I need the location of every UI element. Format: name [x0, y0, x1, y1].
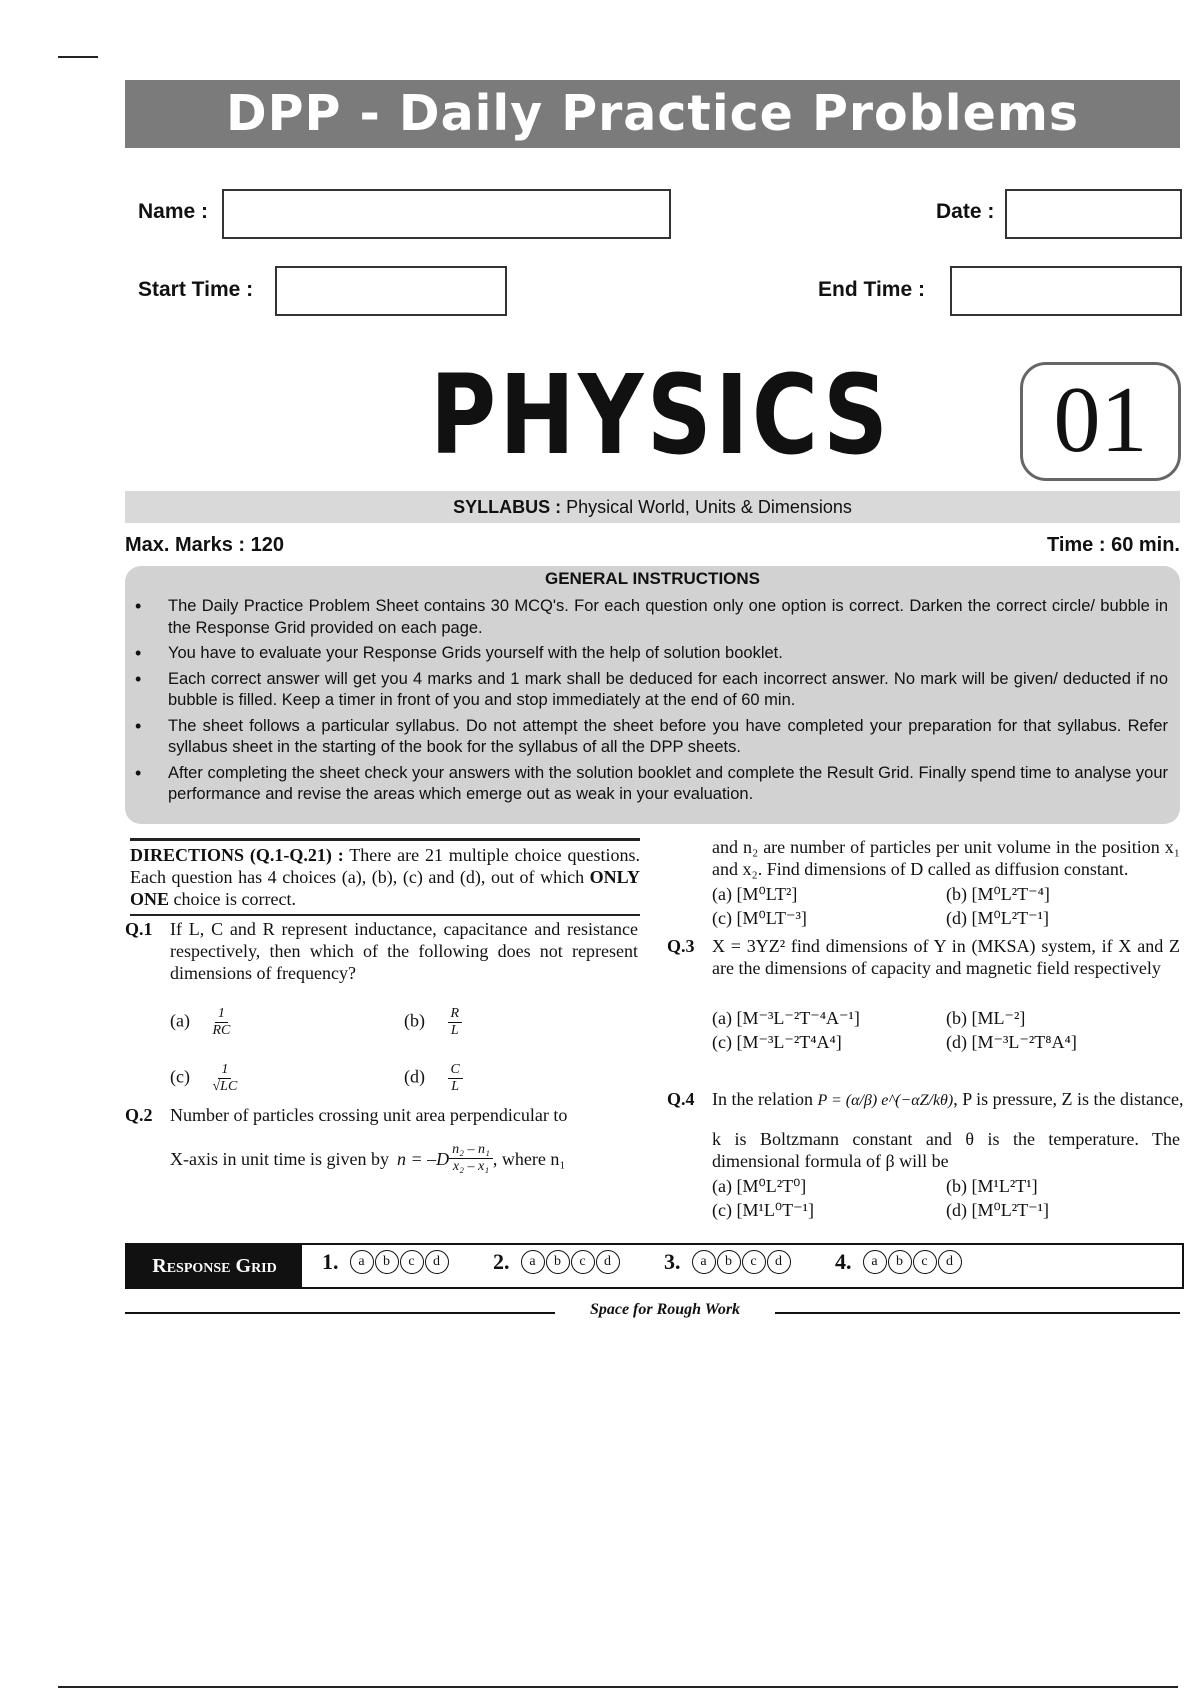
answer-bubble-b[interactable]: b — [375, 1250, 399, 1274]
q4-text-post: , P is pressure, Z is the distance, — [953, 1089, 1184, 1109]
q3-option-a: (a) [M⁻³L⁻²T⁻⁴A⁻¹] — [712, 1008, 860, 1028]
rough-work-divider — [125, 1300, 1180, 1324]
q3-option-c: (c) [M⁻³L⁻²T⁴A⁴] — [712, 1032, 842, 1052]
q2-formula-pre: n = –D — [396, 1148, 450, 1169]
response-grid — [125, 1243, 1184, 1289]
answer-bubble-b[interactable]: b — [717, 1250, 741, 1274]
denominator: L — [451, 1079, 460, 1094]
syllabus-bar — [125, 491, 1180, 523]
page-banner: DPP - Daily Practice Problems — [125, 80, 1180, 148]
option-label: (b) — [404, 1010, 425, 1031]
q2-option-a: (a) [M⁰LT²] — [712, 884, 798, 904]
date-field[interactable] — [1005, 189, 1182, 239]
numerator: R — [448, 1006, 463, 1023]
response-row-1 — [322, 1249, 449, 1275]
q1-number: Q.1 — [125, 919, 153, 939]
max-marks: Max. Marks : 120 — [125, 534, 284, 556]
numerator: 1 — [218, 1062, 231, 1079]
divider-line-left — [125, 1312, 555, 1314]
time-limit: Time : 60 min. — [1046, 534, 1180, 556]
response-row-3 — [664, 1249, 791, 1275]
response-row-2 — [493, 1249, 620, 1275]
q2-formula-line — [170, 1142, 566, 1175]
bottom-rule — [58, 1686, 1178, 1688]
option-label: (d) — [404, 1066, 425, 1087]
answer-bubble-d[interactable]: d — [938, 1250, 962, 1274]
answer-bubble-a[interactable]: a — [692, 1250, 716, 1274]
instruction-item: • After completing the sheet check your answers with the solution booklet and complete the Result Grid. Finally spend time to analyse your performance and revise the areas which emerge out as weak in your evaluation. — [168, 763, 1168, 806]
response-number: 1. — [322, 1249, 339, 1274]
sheet-number: 01 — [1020, 362, 1181, 481]
option-label: (c) — [170, 1066, 190, 1087]
q2-option-b: (b) [M⁰L²T⁻⁴] — [946, 884, 1050, 904]
numerator: n₂ – n₁ — [449, 1142, 493, 1159]
answer-bubble-c[interactable]: c — [742, 1250, 766, 1274]
q4-text-pre: In the relation — [712, 1089, 813, 1109]
answer-bubble-b[interactable]: b — [888, 1250, 912, 1274]
syllabus-label: SYLLABUS : — [453, 497, 562, 517]
rough-work-label: Space for Rough Work — [589, 1301, 741, 1318]
numerator: 1 — [215, 1006, 228, 1023]
directions-lead: DIRECTIONS (Q.1-Q.21) : — [130, 845, 344, 865]
q4-option-c: (c) [M¹L⁰T⁻¹] — [712, 1200, 814, 1220]
instruction-item: • Each correct answer will get you 4 marks and 1 mark shall be deduced for each incorrect answer. No mark will be given/ deducted if no bubble is filled. Keep a timer in front of you and stop immediately at the end of 60 min. — [168, 669, 1168, 712]
end-time-field[interactable] — [950, 266, 1182, 316]
q1-option-d — [404, 1062, 463, 1095]
answer-bubble-a[interactable]: a — [521, 1250, 545, 1274]
q1-option-b — [404, 1006, 462, 1039]
q2-option-d: (d) [M⁰L²T⁻¹] — [946, 908, 1049, 928]
fraction — [212, 1006, 230, 1039]
directions-text: There are 21 multiple choice questions. Each question has 4 choices (a), (b), (c) and (d), out of which — [130, 845, 640, 887]
response-number: 4. — [835, 1249, 852, 1274]
start-time-label: Start Time : — [138, 278, 254, 301]
answer-bubble-d[interactable]: d — [425, 1250, 449, 1274]
q2-text: Number of particles crossing unit area perpendicular to — [170, 1105, 568, 1125]
answer-bubble-c[interactable]: c — [571, 1250, 595, 1274]
q3-number: Q.3 — [667, 936, 695, 956]
instruction-item: • The Daily Practice Problem Sheet contains 30 MCQ's. For each question only one option is correct. Darken the correct circle/ bubble in the Response Grid provided on each page. — [168, 596, 1168, 639]
fraction — [212, 1062, 237, 1095]
subject-title: PHYSICS — [430, 351, 892, 479]
start-time-field[interactable] — [275, 266, 507, 316]
q3-text: X = 3YZ² find dimensions of Y in (MKSA) system, if X and Z are the dimensions of capacity and magnetic field respectively — [712, 936, 1180, 978]
q4-number: Q.4 — [667, 1089, 695, 1109]
end-time-label: End Time : — [818, 278, 925, 301]
syllabus-text: Physical World, Units & Dimensions — [566, 497, 852, 517]
q2-number: Q.2 — [125, 1105, 153, 1125]
directions-text-end: choice is correct. — [173, 889, 296, 909]
instruction-item: • You have to evaluate your Response Grids yourself with the help of solution booklet. — [168, 643, 1168, 665]
q1-text: If L, C and R represent inductance, capacitance and resistance respectively, then which of the following does not represent dimensions of frequency? — [170, 919, 638, 983]
q2-where: , where n₁ — [492, 1148, 566, 1169]
divider-line-right — [775, 1312, 1180, 1314]
q2-option-c: (c) [M⁰LT⁻³] — [712, 908, 807, 928]
denominator: x₂ – x₁ — [452, 1159, 490, 1174]
q4-formula: P = (α/β) e^(−αZ/kθ) — [817, 1092, 954, 1109]
answer-bubble-a[interactable]: a — [350, 1250, 374, 1274]
response-row-4 — [835, 1249, 962, 1275]
option-label: (a) — [170, 1010, 190, 1031]
fraction — [448, 1062, 463, 1095]
answer-bubble-d[interactable]: d — [767, 1250, 791, 1274]
instructions-title: GENERAL INSTRUCTIONS — [544, 569, 761, 588]
instructions-panel — [125, 566, 1180, 824]
q3-option-d: (d) [M⁻³L⁻²T⁸A⁴] — [946, 1032, 1077, 1052]
q3-option-b: (b) [ML⁻²] — [946, 1008, 1026, 1028]
numerator: C — [448, 1062, 463, 1079]
q2-text-b: X-axis in unit time is given by — [170, 1148, 389, 1169]
directions-emphasis: ONLY ONE — [130, 867, 641, 909]
response-number: 3. — [664, 1249, 681, 1274]
instructions-list — [125, 596, 1180, 810]
q4-option-b: (b) [M¹L²T¹] — [946, 1176, 1038, 1196]
denominator: RC — [212, 1023, 231, 1038]
date-label: Date : — [936, 200, 995, 223]
instruction-item: • The sheet follows a particular syllabus. Do not attempt the sheet before you have completed your preparation for that syllabus. Refer syllabus sheet in the starting of the book for the syllabus of all the DPP sheets. — [168, 716, 1168, 759]
q4-continued: k is Boltzmann constant and θ is the temperature. The dimensional formula of β will be — [712, 1129, 1180, 1171]
response-number: 2. — [493, 1249, 510, 1274]
denominator: √LC — [212, 1079, 238, 1094]
name-label: Name : — [138, 200, 209, 223]
answer-bubble-d[interactable]: d — [596, 1250, 620, 1274]
q2-fraction — [449, 1142, 493, 1175]
response-grid-label: Response Grid — [127, 1245, 302, 1287]
answer-bubble-c[interactable]: c — [913, 1250, 937, 1274]
q2-continued: and n₂ are number of particles per unit volume in the position x₁ and x₂. Find dimensions of D called as diffusion constant. — [712, 837, 1180, 879]
q4-line — [712, 1088, 1184, 1112]
q1-option-c — [170, 1062, 237, 1095]
q4-option-d: (d) [M⁰L²T⁻¹] — [946, 1200, 1049, 1220]
name-field[interactable] — [222, 189, 671, 239]
q1-option-a — [170, 1006, 230, 1039]
answer-bubble-a[interactable]: a — [863, 1250, 887, 1274]
fraction — [448, 1006, 463, 1039]
answer-bubble-b[interactable]: b — [546, 1250, 570, 1274]
q4-option-a: (a) [M⁰L²T⁰] — [712, 1176, 807, 1196]
answer-bubble-c[interactable]: c — [400, 1250, 424, 1274]
denominator: L — [450, 1023, 459, 1038]
directions-block — [130, 838, 640, 916]
top-dash — [58, 56, 98, 58]
